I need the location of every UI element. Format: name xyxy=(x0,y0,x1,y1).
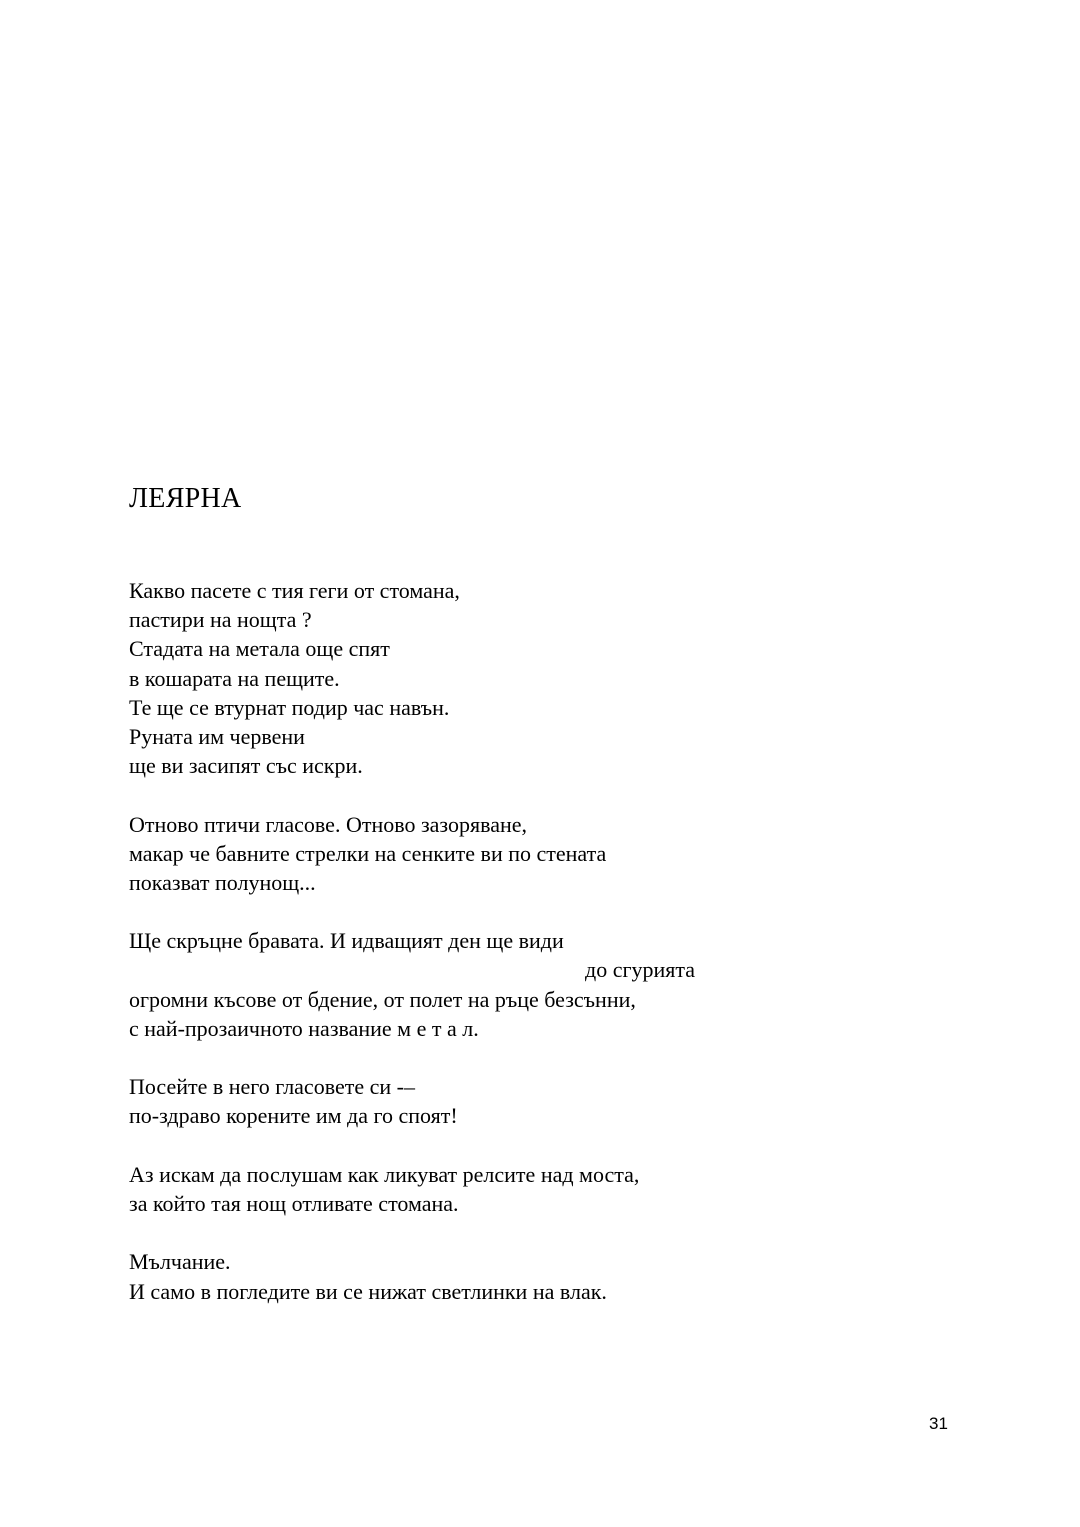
poem-line: Руната им червени xyxy=(129,723,305,749)
poem-body xyxy=(129,576,829,1306)
stanza-5 xyxy=(129,1160,829,1218)
poem-line: за който тая нощ отливате стомана. xyxy=(129,1190,459,1216)
poem-line: Ще скръцне бравата. И идващият ден ще види xyxy=(129,928,564,954)
poem-line: макар че бавните стрелки на сенките ви по стената xyxy=(129,840,607,866)
poem-line: Отново птичи гласове. Отново зазоряване, xyxy=(129,811,527,837)
poem-line: И само в погледите ви се нижат светлинки на влак. xyxy=(129,1278,607,1304)
stanza-break xyxy=(129,780,829,809)
stanza-break xyxy=(129,897,829,926)
poem-line: в кошарата на пещите. xyxy=(129,665,340,691)
poem-line: Аз искам да послушам как ликуват релсите над моста, xyxy=(129,1161,640,1187)
poem-line: Какво пасете с тия геги от стомана, xyxy=(129,578,460,603)
poem-line: Мълчание. xyxy=(129,1249,231,1275)
poem-title: ЛЕЯРНА xyxy=(129,483,242,514)
poem-line: Посейте в него гласовете си -– xyxy=(129,1074,415,1100)
page-number: 31 xyxy=(929,1414,948,1433)
stanza-1 xyxy=(129,576,829,780)
poem-line: с най-прозаичното название м е т а л. xyxy=(129,1015,479,1041)
poem-line: огромни късове от бдение, от полет на ръце безсънни, xyxy=(129,986,636,1012)
stanza-break xyxy=(129,1043,829,1072)
poem-line: ще ви засипят със искри. xyxy=(129,753,363,779)
stanza-2 xyxy=(129,810,829,898)
stanza-break xyxy=(129,1131,829,1160)
poem-line: Те ще се втурнат подир час навън. xyxy=(129,694,450,720)
poem-line-indented: до сгурията xyxy=(585,957,696,983)
poem-line: Стадата на метала още спят xyxy=(129,636,390,662)
stanza-6 xyxy=(129,1247,829,1305)
poem-line: по-здраво корените им да го споят! xyxy=(129,1103,458,1129)
stanza-4 xyxy=(129,1072,829,1130)
stanza-3 xyxy=(129,926,829,1043)
poem-line: пастири на нощта ? xyxy=(129,607,312,633)
poem-line: показват полунощ... xyxy=(129,869,316,895)
stanza-break xyxy=(129,1218,829,1247)
